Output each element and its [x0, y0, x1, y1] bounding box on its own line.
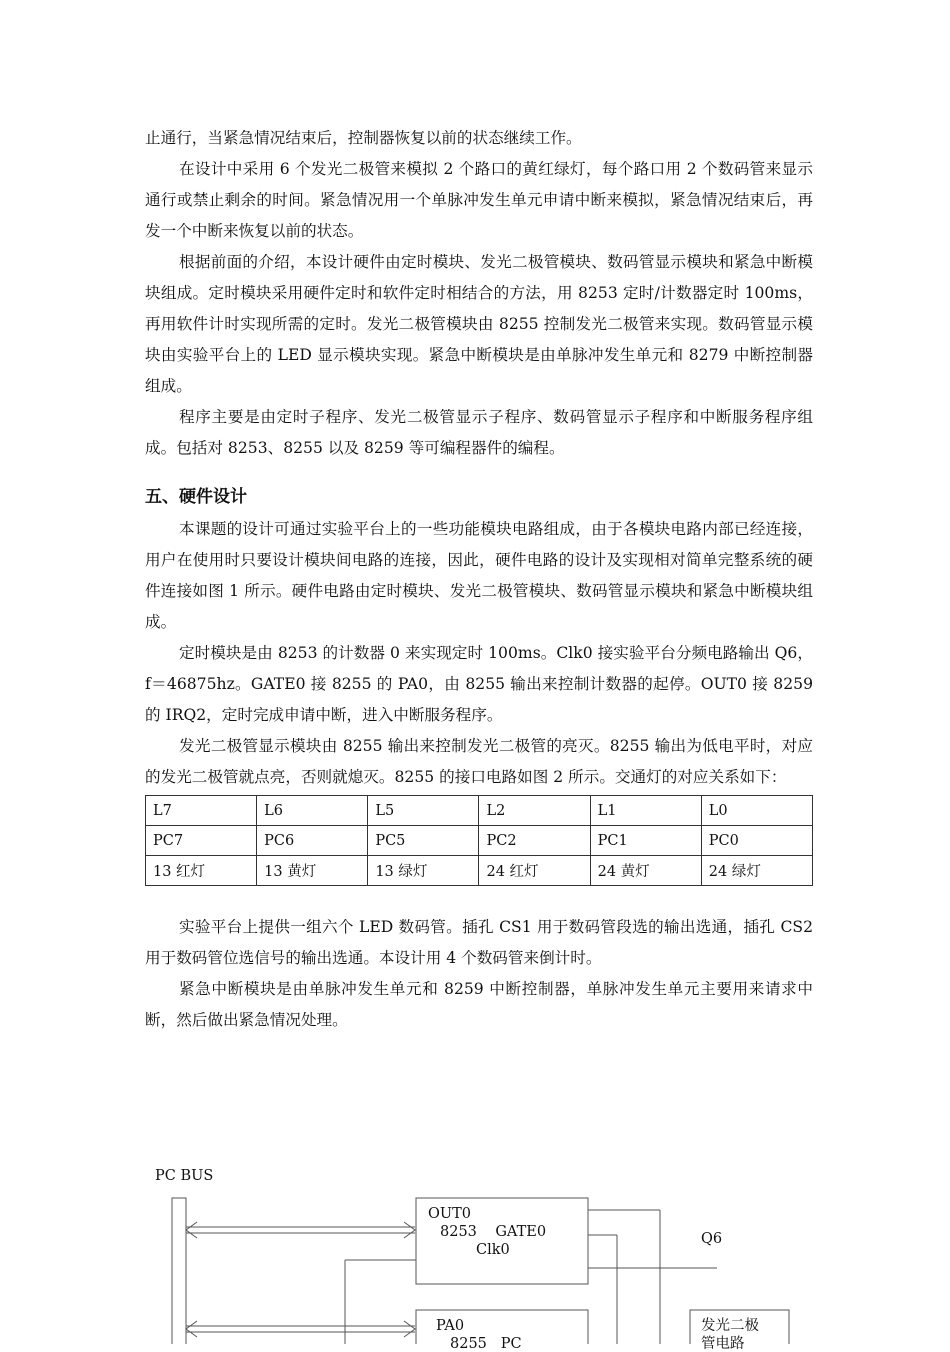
table-cell: L6	[257, 796, 368, 826]
table-cell: L5	[368, 796, 479, 826]
hardware-connection-diagram	[145, 1150, 805, 1352]
paragraph: 止通行，当紧急情况结束后，控制器恢复以前的状态继续工作。	[145, 129, 582, 147]
pc-label: 8255 PC	[450, 1336, 522, 1352]
paragraph: 定时模块是由 8253 的计数器 0 来实现定时 100ms。Clk0 接实验平台分频电路输出 Q6，f＝46875hz。GATE0 接 8255 的 PA0，由 8255 输出来控制计数器的起停。OUT0 接 8259 的 IRQ2，定时完成申请中断，进入中断服务程序。	[145, 644, 813, 724]
bus-label: PC BUS	[155, 1168, 214, 1184]
out0-label: OUT0	[428, 1206, 472, 1222]
spacer	[145, 886, 813, 912]
document-body	[145, 123, 813, 1036]
paragraph: 紧急中断模块是由单脉冲发生单元和 8259 中断控制器，单脉冲发生单元主要用来请求中断，然后做出紧急情况处理。	[145, 980, 813, 1029]
paragraph: 程序主要是由定时子程序、发光二极管显示子程序、数码管显示子程序和中断服务程序组成。包括对 8253、8255 以及 8259 等可编程器件的编程。	[145, 408, 813, 457]
table-cell: 24 绿灯	[701, 856, 812, 886]
table-cell: PC6	[257, 826, 368, 856]
table-cell: L2	[479, 796, 590, 826]
table-cell: L1	[590, 796, 701, 826]
table-cell: 13 黄灯	[257, 856, 368, 886]
table-row	[146, 796, 813, 826]
table-cell: 24 黄灯	[590, 856, 701, 886]
paragraph: 发光二极管显示模块由 8255 输出来控制发光二极管的亮灭。8255 输出为低电平时，对应的发光二极管就点亮，否则就熄灭。8255 的接口电路如图 2 所示。交通灯的对应关系如下：	[145, 737, 813, 786]
table-cell: 24 红灯	[479, 856, 590, 886]
table-cell: L7	[146, 796, 257, 826]
diagram-lines	[145, 1150, 805, 1344]
table-cell: PC0	[701, 826, 812, 856]
table-cell: 13 绿灯	[368, 856, 479, 886]
table-cell: PC7	[146, 826, 257, 856]
led-circuit-label-2: 管电路	[701, 1336, 745, 1352]
gate0-label: 8253 GATE0	[440, 1224, 547, 1240]
light-mapping-table	[145, 795, 813, 886]
pc-bus-rail	[172, 1198, 186, 1344]
section-heading: 五、硬件设计	[145, 487, 247, 507]
pa0-label: PA0	[436, 1318, 465, 1334]
table-row	[146, 856, 813, 886]
table-cell: 13 红灯	[146, 856, 257, 886]
paragraph: 在设计中采用 6 个发光二极管来模拟 2 个路口的黄红绿灯，每个路口用 2 个数码管来显示通行或禁止剩余的时间。紧急情况用一个单脉冲发生单元申请中断来模拟，紧急情况结束后，再发一个中断来恢复以前的状态。	[145, 160, 813, 240]
table-cell: PC5	[368, 826, 479, 856]
table-cell: PC1	[590, 826, 701, 856]
clk0-label: Clk0	[476, 1242, 510, 1258]
paragraph: 实验平台上提供一组六个 LED 数码管。插孔 CS1 用于数码管段选的输出选通，插孔 CS2 用于数码管位选信号的输出选通。本设计用 4 个数码管来倒计时。	[145, 918, 813, 967]
table-cell: L0	[701, 796, 812, 826]
table-cell: PC2	[479, 826, 590, 856]
q6-label: Q6	[701, 1231, 723, 1247]
led-circuit-label-1: 发光二极	[701, 1318, 759, 1334]
paragraph: 根据前面的介绍，本设计硬件由定时模块、发光二极管模块、数码管显示模块和紧急中断模块组成。定时模块采用硬件定时和软件定时相结合的方法，用 8253 定时/计数器定时 100ms，再用软件计时实现所需的定时。发光二极管模块由 8255 控制发光二极管来实现。数码管显示模块由实验平台上的 LED 显示模块实现。紧急中断模块是由单脉冲发生单元和 8279 中断控制器组成。	[145, 253, 813, 395]
table-row	[146, 826, 813, 856]
paragraph: 本课题的设计可通过实验平台上的一些功能模块电路组成，由于各模块电路内部已经连接，用户在使用时只要设计模块间电路的连接，因此，硬件电路的设计及实现相对简单完整系统的硬件连接如图 1 所示。硬件电路由定时模块、发光二极管模块、数码管显示模块和紧急中断模块组成。	[145, 520, 813, 631]
